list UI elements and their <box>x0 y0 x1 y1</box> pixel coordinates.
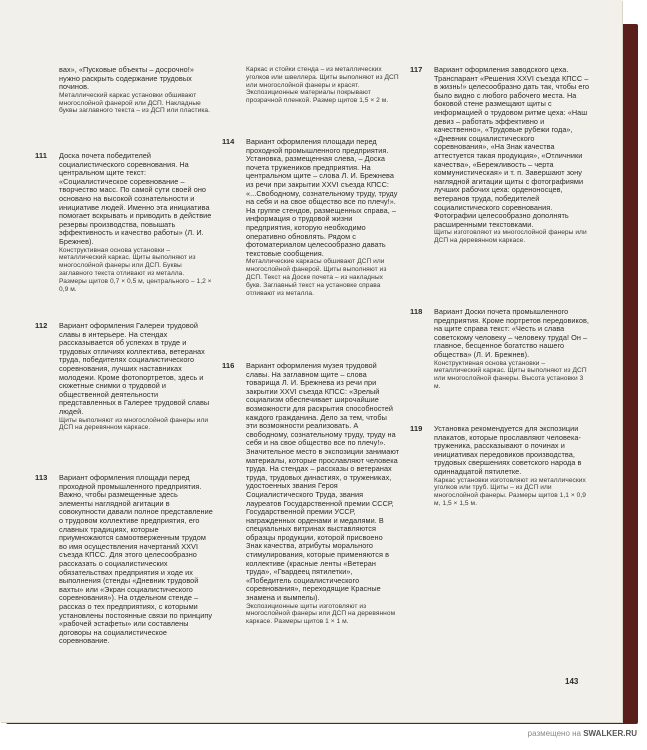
intro-text: вах», «Пусковые объекты – досрочно!» нужно раскрыть содержание трудовых починов. <box>59 65 194 92</box>
entry-text: Вариант оформления музея трудовой славы. На заглавном щите – слова товарища Л. И. Брежнева из речи при закрытии XXVI съезда КПСС: «Зрелый социализм обеспечивает широчайшие возможности для раскрытия способностей каждого гражданина. Дело за тем, чтобы эти возможности реализовать. А свободному, сознательному труду, труду на себя и на свое общество все по плечу!». Значительное место в экспозиции занимают материалы, которые прославляют человека труда. На стендах – рассказы о ветеранах труда, трудовых династиях, о тружениках, удостоенных звания Героя Социалистического Труда, звания лауреатов Государственной премии СССР, Государственной премии УССР, награжденных орденами и медалями. В специальных витринах выставляются образцы продукции, которой присвоено Знак качества, атрибуты морального стимулирования, которые применяются в коллективе (красные ленты «Ветеран труда», «Гвардеец пятилетки», «Победитель социалистического соревнования», переходящие Красные знамена и вымпелы). <box>246 361 400 603</box>
entry-text: Вариант оформления заводского цеха. Транспарант «Решения XXVI съезда КПСС – в жизнь!» целесообразно дать так, чтобы его было видно с любого рабочего места. На боковой стене размещают щиты с информацией о трудовом ритме цеха: «Наш девиз – работать эффективно и качественно», «Трудовые рубежи года», «Дневник социалистического соревнования», «На Знак качества аттестуется такая продукция», «Отличники качества», «Бережливость – черта коммунистическая» и т. п. Завершают зону наглядной агитации щиты с фотографиями лучших рабочих цеха: орденоносцев, ветеранов труда, победителей социалистического соревнования. Фотографии целесообразно дополнять расширенными текстовками. <box>434 65 590 229</box>
entry-note: Щиты выполняют из многослойной фанеры или ДСП на деревянном каркасе. <box>59 416 209 432</box>
entry-note: Конструктивная основа установки – металлический каркас. Щиты выполняют из многослойной фанеры или ДСП. Буквы заглавного текста отливают из металла. Размеры щитов 0,7 × 0,5 м, центрального – 1,2 × 0,9 м. <box>59 246 212 293</box>
watermark-prefix: размещено на <box>527 729 581 738</box>
entry-note: Экспозиционные щиты изготовляют из многослойной фанеры или ДСП на деревянном каркасе. Размеры щитов 1 × 1 м. <box>246 602 396 626</box>
entry-text: Вариант оформления площади перед проходной промышленного предприятия. Важно, чтобы размещенные здесь элементы наглядной агитации в совокупности давали полное представление о трудовом коллективе предприятия, его славных традициях, которые приумножаются самоотверженным трудом во имя осуществления начертаний XXVI съезда КПСС. Для этого целесообразно рассказать о социалистических обязательствах предприятия и ходе их выполнения (стенды «Дневник трудовой вахты» или «Экран социалистического соревнования»). На отдельном стенде – рассказ о тех предприятиях, с которыми установлены постоянные связи по принципу «рабочей эстафеты» или составлены договоры на социалистическое соревнование. <box>59 473 213 646</box>
entry-note: Металлические каркасы обшивают ДСП или многослойной фанерой. Щиты выполняют из ДСП. Текст на Доске почета – из накладных букв. Заглавный текст на установке справа отливают из металла. <box>246 258 387 297</box>
entry-119 <box>410 425 590 508</box>
entry-note: Каркас установки изготовляют из металлических уголков или труб. Щиты – из ДСП или многослойной фанеры. Размеры щитов 1,1 × 0,9 м, 1,5 × 1,5 м. <box>434 476 586 507</box>
entry-note: Щиты изготовляют из многослойной фанеры или ДСП на деревянном каркасе. <box>434 229 587 245</box>
entry-number: 118 <box>410 307 423 316</box>
entry-number: 114 <box>222 137 235 146</box>
intro-note: Металлический каркас установки обшивают многослойной фанерой или ДСП. Накладные буквы заглавного текста – из ДСП или пластика. <box>59 91 211 115</box>
watermark <box>528 729 637 738</box>
entry-text: Вариант оформления Галереи трудовой славы в интерьере. На стендах рассказывается об успехах в труде и трудовых отличиях коллектива, ветеранах труда, победителях социалистического соревнования, лучших наставниках молодежи. Кроме фотопортретов, здесь и сюжетные снимки о трудовой и общественной деятельности представленных в Галерее трудовой славы людей. <box>59 321 210 416</box>
entry-116 <box>222 362 400 626</box>
column-1-intro <box>35 66 213 115</box>
entry-number: 113 <box>35 473 48 482</box>
entry-number: 117 <box>410 65 423 74</box>
entry-note: Конструктивная основа установки – металлический каркас. Щиты выполняют из ДСП или многослойной фанеры. Высота установки 3 м. <box>434 359 587 390</box>
entry-text: Вариант Доски почета промышленного предприятия. Кроме портретов передовиков, на щите справа текст: «Честь и слава советскому человеку – человеку труда! Он – главное, бесценное богатство нашего общества» (Л. И. Брежнев). <box>434 307 589 359</box>
entry-112 <box>35 322 213 432</box>
entry-number: 112 <box>35 321 48 330</box>
entry-text: Доска почета победителей социалистического соревнования. На центральном щите текст: «Социалистическое соревнование – творчество масс. По самой сути своей оно основано на высокой сознательности и инициативе людей. Именно эта инициатива помогает вскрывать и приводить в действие резервы производства, повышать эффективность и качество работы» (Л. И. Брежнев). <box>59 151 212 246</box>
entry-text: Вариант оформления площади перед проходной промышленного предприятия. Установка, размещенная слева, – Доска почета тружеников предприятия. На центральном щите – слова Л. И. Брежнева из речи при закрытии XXVI съезда КПСС: «...Свободному, сознательному труду, труду на себя и на свое общество все по плечу!». На группе стендов, размещенных справа, – информация о трудовой жизни предприятия, которую необходимо оперативно обновлять. Рядом с фотоматериалом целесообразно давать текстовые сообщения. <box>246 137 398 258</box>
entry-111 <box>35 152 213 293</box>
entry-118 <box>410 308 590 391</box>
page-number: 143 <box>565 677 579 686</box>
entry-number: 111 <box>35 151 47 160</box>
intro-note: Каркас и стойки стенда – из металлических уголков или швеллера. Щиты выполняют из ДСП или многослойной фанеры и красят. Экспозиционные материалы покрывают прозрачной пленкой. Размер щитов 1,5 × 2 м. <box>246 66 399 105</box>
entry-117 <box>410 66 590 245</box>
entry-number: 119 <box>410 424 423 433</box>
entry-number: 116 <box>222 361 235 370</box>
column-2-intro <box>222 66 400 105</box>
watermark-site: SWALKER.RU <box>583 729 637 738</box>
entry-114 <box>222 138 400 297</box>
entry-113 <box>35 474 213 646</box>
entry-text: Установка рекомендуется для экспозиции плакатов, которые прославляют человека-труженика, рассказывают о починах и инициативах передовиков производства, трудовых свершениях советского народа в одиннадцатой пятилетке. <box>434 424 582 476</box>
